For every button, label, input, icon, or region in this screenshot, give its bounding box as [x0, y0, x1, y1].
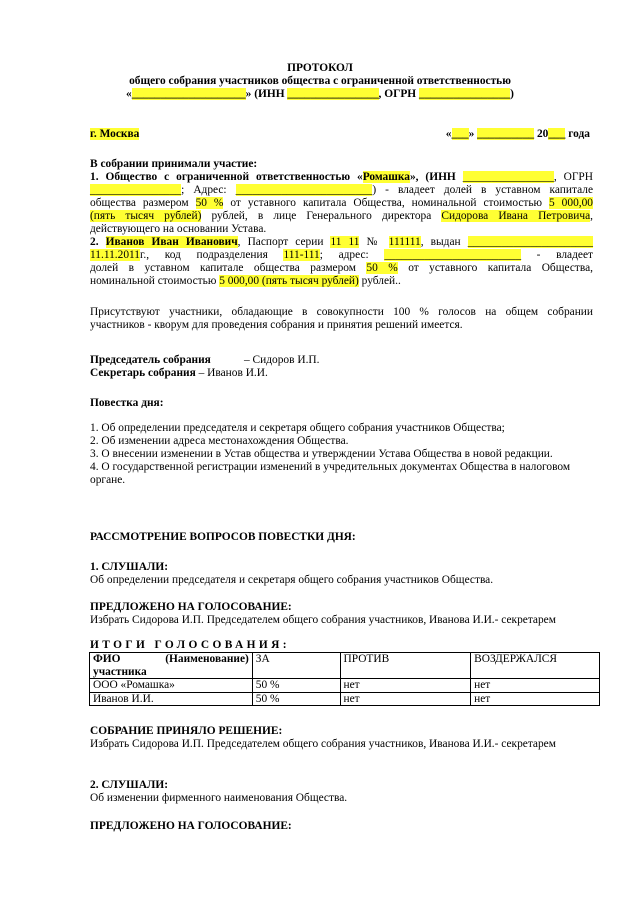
agenda-item: 2. Об изменении адреса местонахождения Общества. — [90, 435, 349, 447]
agenda-item: 1. Об определении председателя и секретаря общего собрания участников Общества; — [90, 422, 505, 434]
row-for: 50 % — [252, 679, 340, 693]
participant-1-line-4: (пять тысяч рублей) рублей, в лице Генерального директора Сидорова Ивана Петровича, — [90, 210, 593, 222]
table-row — [90, 679, 600, 693]
company-name-blank: ____________________ — [131, 88, 246, 100]
participant-1-line-1: 1. Общество с ограниченной ответственностью «Ромашка», (ИНН ________________, ОГРН — [90, 171, 593, 183]
q2-heard-label: 2. СЛУШАЛИ: — [90, 779, 169, 791]
row-abstain: нет — [471, 692, 600, 706]
meeting-city: г. Москва — [90, 128, 140, 140]
quorum-line-2: участников - кворум для проведения собрания и принятия решений имеется. — [90, 319, 463, 331]
chair-value: – Сидоров И.П. — [244, 354, 320, 366]
q2-text: Об изменении фирменного наименования Общества. — [90, 792, 348, 804]
document-subtitle: общего собрания участников общества с ограниченной ответственностью — [129, 75, 511, 87]
row-name: ООО «Ромашка» — [90, 679, 253, 693]
participant-1-name: Ромашка — [362, 171, 410, 183]
meeting-date: «___» __________ 20___ года — [445, 128, 590, 140]
document-title: ПРОТОКОЛ — [287, 62, 353, 74]
participant-2-line-1: 2. Иванов Иван Иванович, Паспорт серии 11 11 № 111111, выдан ______________________ — [90, 236, 593, 248]
header-fio: ФИО (Наименование) участника — [90, 653, 253, 679]
participants-heading: В собрании принимали участие: — [90, 158, 258, 170]
q1-decision-text: Избрать Сидорова И.П. Председателем общего собрания участников, Иванова И.И.- секретарем — [90, 738, 556, 750]
participant-1-line-2: ________________; Адрес: ________________________) - владеет долей в уставном капитале — [90, 184, 594, 196]
table-header-row — [90, 653, 600, 679]
header-abstain: ВОЗДЕРЖАЛСЯ — [471, 653, 600, 679]
company-ogrn-blank: ________________ — [419, 88, 511, 100]
q1-proposed-label: ПРЕДЛОЖЕНО НА ГОЛОСОВАНИЕ: — [90, 601, 292, 613]
participant-2-name: Иванов Иван Иванович — [105, 236, 238, 248]
table-row — [90, 692, 600, 706]
quorum-line-1: Присутствуют участники, обладающие в совокупности 100 % голосов на общем собрании — [90, 306, 593, 318]
company-inn-blank: ________________ — [287, 88, 379, 100]
q1-proposal-text: Избрать Сидорова И.П. Председателем общего собрания участников, Иванова И.И.- секретарем — [90, 614, 556, 626]
date-month-blank: __________ — [477, 128, 535, 140]
row-abstain: нет — [471, 679, 600, 693]
agenda-heading: Повестка дня: — [90, 397, 164, 409]
q1-heard-label: 1. СЛУШАЛИ: — [90, 561, 169, 573]
row-name: Иванов И.И. — [90, 692, 253, 706]
participant-1-line-3: общества размером 50 % от уставного капитала Общества, номинальной стоимостью 5 000,00 — [90, 197, 594, 209]
header-for: ЗА — [252, 653, 340, 679]
participant-2-line-3: долей в уставном капитале общества размером 50 % от уставного капитала Общества, — [90, 262, 593, 274]
company-identification-line: «____________________» (ИНН ________________, ОГРН ________________) — [126, 88, 514, 100]
date-year-blank: ___ — [548, 128, 566, 140]
chair-label: Председатель собрания — [90, 354, 211, 366]
agenda-item: 4. О государственной регистрации изменений в учредительных документах Общества в налоговом — [90, 461, 571, 473]
row-against: нет — [340, 692, 471, 706]
q1-decision-label: СОБРАНИЕ ПРИНЯЛО РЕШЕНИЕ: — [90, 725, 283, 737]
participant-2-line-4: номинальной стоимостью 5 000,00 (пять тысяч рублей) рублей.. — [90, 275, 401, 287]
secretary-line: Секретарь собрания – Иванов И.И. — [90, 367, 268, 379]
row-against: нет — [340, 679, 471, 693]
q1-text: Об определении председателя и секретаря общего собрания участников Общества. — [90, 574, 494, 586]
header-against: ПРОТИВ — [340, 653, 471, 679]
agenda-item: органе. — [90, 474, 126, 486]
voting-results-table — [89, 652, 600, 706]
voting-results-heading: ИТОГИ ГОЛОСОВАНИЯ: — [90, 639, 290, 651]
participant-2-line-2: 11.11.2011г., код подразделения 111-111; адрес: ________________________ - владеет — [90, 249, 593, 261]
row-for: 50 % — [252, 692, 340, 706]
agenda-item: 3. О внесении изменении в Устав общества и утверждении Устава Общества в новой редакции. — [90, 448, 553, 460]
date-day-blank: ___ — [451, 128, 469, 140]
review-heading: РАССМОТРЕНИЕ ВОПРОСОВ ПОВЕСТКИ ДНЯ: — [90, 531, 356, 543]
q2-proposed-label: ПРЕДЛОЖЕНО НА ГОЛОСОВАНИЕ: — [90, 820, 292, 832]
participant-1-line-5: действующего на основании Устава. — [90, 223, 267, 235]
